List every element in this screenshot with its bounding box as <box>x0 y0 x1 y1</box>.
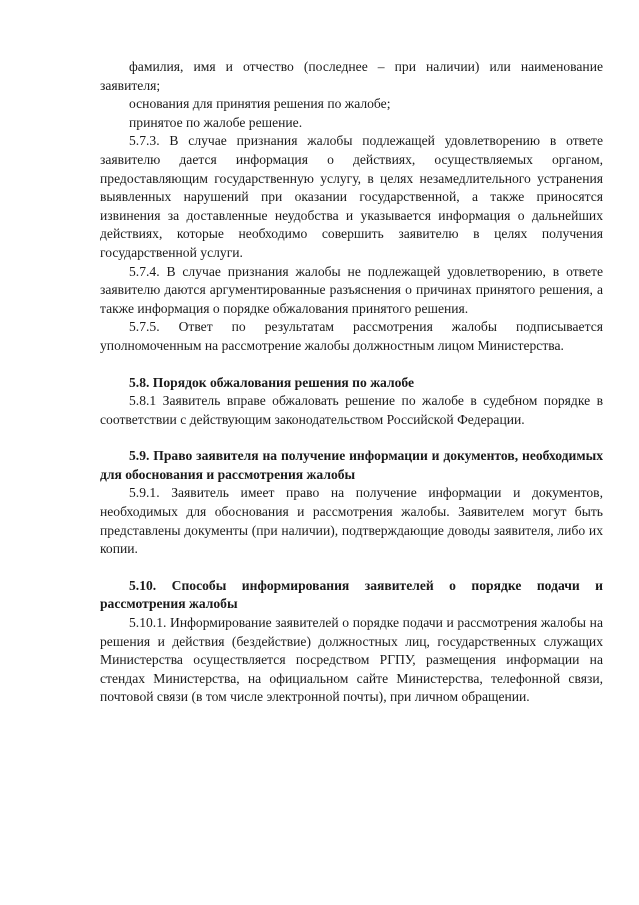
paragraph-5-10-1: 5.10.1. Информирование заявителей о порядке подачи и рассмотрения жалобы на решения и действия (бездействие) должностных лиц, государственных служащих Министерства осуществляется посредством РГПУ, размещения информации на стендах Министерства, на официальном сайте Министерства, телефонной связи, почтовой связи (в том числе электронной почты), при личном обращении. <box>100 615 603 705</box>
paragraph-5-7-4: 5.7.4. В случае признания жалобы не подлежащей удовлетворению, в ответе заявителю даются аргументированные разъяснения о причинах принятого решения, а также информация о порядке обжалования принятого решения. <box>100 263 603 316</box>
section-heading-5-10: 5.10. Способы информирования заявителей о порядке подачи и рассмотрения жалобы <box>100 577 603 612</box>
paragraph-grounds: основания для принятия решения по жалобе; <box>129 96 391 112</box>
paragraph-5-8-1: 5.8.1 Заявитель вправе обжаловать решение по жалобе в судебном порядке в соответствии с действующим законодательством Российской Федерации. <box>100 393 603 427</box>
paragraph-5-9-1: 5.9.1. Заявитель имеет право на получение информации и документов, необходимых для обоснования и рассмотрения жалобы. Заявителем могут быть представлены документы (при наличии), подтверждающие доводы заявителя, либо их копии. <box>100 485 603 557</box>
paragraph-decision: принятое по жалобе решение. <box>129 114 303 130</box>
paragraph-applicant-name: фамилия, имя и отчество (последнее – при наличии) или наименование заявителя; <box>100 59 603 93</box>
section-heading-5-9: 5.9. Право заявителя на получение информации и документов, необходимых для обоснования и рассмотрения жалобы <box>100 448 603 482</box>
section-heading-5-8: 5.8. Порядок обжалования решения по жалобе <box>129 374 415 390</box>
document-page <box>100 58 603 707</box>
paragraph-5-7-3: 5.7.3. В случае признания жалобы подлежащей удовлетворению в ответе заявителю дается информация о действиях, осуществляемых органом, предоставляющим государственную услугу, в целях незамедлительного устранения выявленных нарушений при оказании государственной, а также приносятся извинения за доставленные неудобства и указывается информация о дальнейших действиях, которые необходимо совершить заявителю в целях получения государственной услуги. <box>100 133 603 260</box>
paragraph-5-7-5: 5.7.5. Ответ по результатам рассмотрения жалобы подписывается уполномоченным на рассмотрение жалобы должностным лицом Министерства. <box>100 319 603 353</box>
